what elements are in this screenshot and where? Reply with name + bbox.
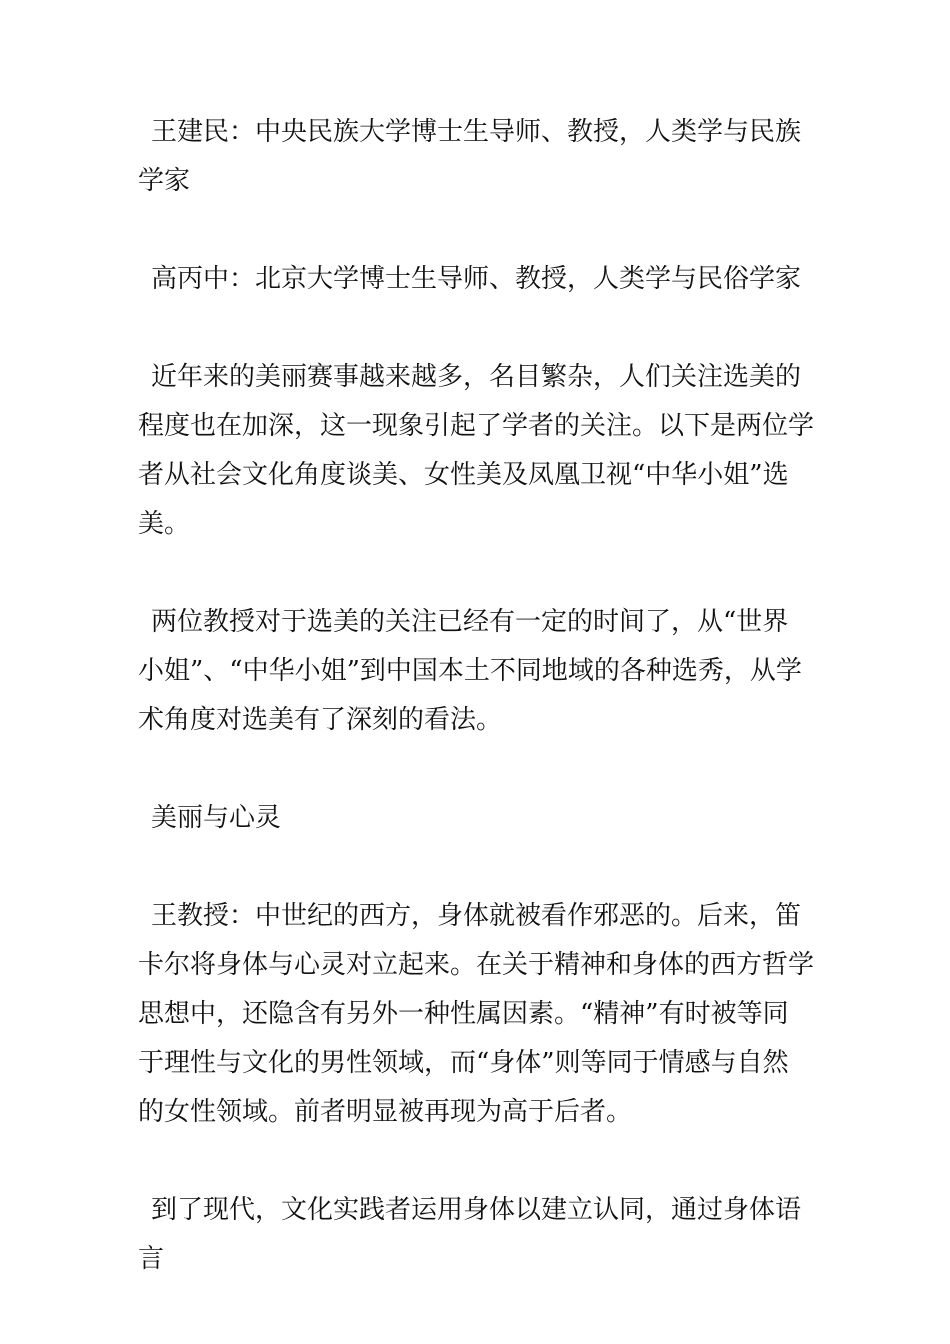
paragraph-intro: 近年来的美丽赛事越来越多，名目繁杂，人们关注选美的程度也在加深，这一现象引起了学者的关注。以下是两位学者从社会文化角度谈美、女性美及凤凰卫视“中华小姐”选美。 — [138, 362, 815, 539]
document-body — [138, 108, 814, 1333]
paragraph-modern-body-practice: 到了现代，文化实践者运用身体以建立认同，通过身体语言 — [138, 1195, 802, 1274]
paragraph-wang-jianmin-bio: 王建民：中央民族大学博士生导师、教授，人类学与民族学家 — [138, 117, 802, 196]
paragraph-gao-bingzhong-bio: 高丙中：北京大学博士生导师、教授，人类学与民俗学家 — [151, 264, 802, 294]
section-heading-beauty-and-soul: 美丽与心灵 — [151, 803, 282, 833]
paragraph-professors-attention: 两位教授对于选美的关注已经有一定的时间了，从“世界小姐”、“中华小姐”到中国本土不同地域的各种选秀，从学术角度对选美有了深刻的看法。 — [138, 607, 802, 735]
paragraph-professor-wang-body-mind: 王教授：中世纪的西方，身体就被看作邪恶的。后来，笛卡尔将身体与心灵对立起来。在关于精神和身体的西方哲学思想中，还隐含有另外一种性属因素。“精神”有时被等同于理性与文化的男性领域，而“身体”则等同于情感与自然的女性领域。前者明显被再现为高于后者。 — [138, 901, 815, 1127]
